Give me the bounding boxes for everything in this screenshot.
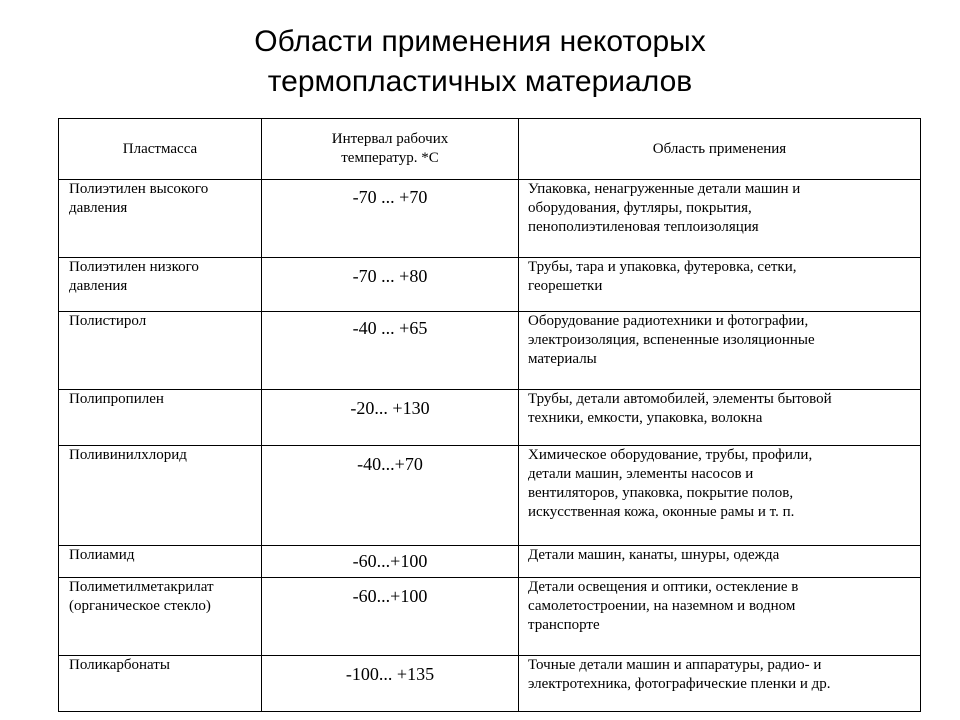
application-cell (519, 312, 921, 390)
table-row (59, 446, 921, 546)
application-line: транспорте (528, 617, 600, 633)
plastic-name-cell (59, 390, 262, 446)
plastic-name-line: давления (69, 278, 128, 294)
application-line: электроизоляция, вспененные изоляционные (528, 332, 815, 348)
table-row (59, 312, 921, 390)
application-line: оборудования, футляры, покрытия, (528, 200, 752, 216)
plastic-name-line: Поликарбонаты (69, 657, 170, 673)
temperature-range-cell: -60...+100 (262, 578, 519, 656)
temperature-range-cell: -40 ... +65 (262, 312, 519, 390)
application-cell (519, 446, 921, 546)
application-cell (519, 390, 921, 446)
application-line: материалы (528, 351, 597, 367)
temperature-range-cell: -100... +135 (262, 656, 519, 712)
application-line: георешетки (528, 278, 603, 294)
application-line: электротехника, фотографические пленки и др. (528, 676, 831, 692)
application-line: самолетостроении, на наземном и водном (528, 598, 796, 614)
temperature-range-cell: -70 ... +80 (262, 258, 519, 312)
application-line: Трубы, тара и упаковка, футеровка, сетки, (528, 259, 797, 275)
application-line: Упаковка, ненагруженные детали машин и (528, 181, 801, 197)
plastic-name-cell (59, 258, 262, 312)
application-line: вентиляторов, упаковка, покрытие полов, (528, 485, 794, 501)
plastic-name-line: давления (69, 200, 128, 216)
temperature-range-cell: -40...+70 (262, 446, 519, 546)
plastic-name-line: Полистирол (69, 313, 147, 329)
plastic-name-cell (59, 180, 262, 258)
table-row (59, 180, 921, 258)
application-line: техники, емкости, упаковка, волокна (528, 410, 763, 426)
plastic-name-line: Полипропилен (69, 391, 164, 407)
table-row (59, 578, 921, 656)
header-plastic: Пластмасса (59, 119, 262, 180)
plastic-name-line: Поливинилхлорид (69, 447, 187, 463)
slide-title-line-2: термопластичных материалов (267, 65, 693, 98)
application-cell (519, 546, 921, 578)
plastic-name-cell (59, 578, 262, 656)
application-line: искусственная кожа, оконные рамы и т. п. (528, 504, 795, 520)
application-line: Оборудование радиотехники и фотографии, (528, 313, 809, 329)
plastic-name-line: (органическое стекло) (69, 598, 211, 614)
application-line: Детали освещения и оптики, остекление в (528, 579, 799, 595)
plastic-name-line: Полиэтилен низкого (69, 259, 199, 275)
temperature-range-cell: -20... +130 (262, 390, 519, 446)
table-row (59, 656, 921, 712)
temperature-range-cell: -70 ... +70 (262, 180, 519, 258)
plastic-name-cell (59, 656, 262, 712)
header-temperature-range (262, 119, 519, 180)
materials-table (58, 118, 921, 712)
slide-title-line-1: Области применения некоторых (254, 25, 706, 58)
slide-title (0, 22, 960, 102)
plastic-name-line: Полиметилметакрилат (69, 579, 214, 595)
application-line: детали машин, элементы насосов и (528, 466, 754, 482)
table-header-row (59, 119, 921, 180)
plastic-name-cell (59, 312, 262, 390)
table-row (59, 258, 921, 312)
plastic-name-line: Полиэтилен высокого (69, 181, 209, 197)
application-cell (519, 258, 921, 312)
temperature-range-cell: -60...+100 (262, 546, 519, 578)
application-cell (519, 656, 921, 712)
header-temperature-line-1: Интервал рабочих (331, 131, 449, 147)
application-line: Химическое оборудование, трубы, профили, (528, 447, 813, 463)
header-application: Область применения (519, 119, 921, 180)
application-line: Точные детали машин и аппаратуры, радио- и (528, 657, 822, 673)
table-row (59, 390, 921, 446)
application-line: Трубы, детали автомобилей, элементы бытовой (528, 391, 832, 407)
plastic-name-cell (59, 546, 262, 578)
application-line: пенополиэтиленовая теплоизоляция (528, 219, 759, 235)
application-line: Детали машин, канаты, шнуры, одежда (528, 547, 780, 563)
application-cell (519, 578, 921, 656)
plastic-name-cell (59, 446, 262, 546)
plastic-name-line: Полиамид (69, 547, 135, 563)
application-cell (519, 180, 921, 258)
table-row (59, 546, 921, 578)
header-temperature-line-2: температур. *С (341, 150, 439, 166)
